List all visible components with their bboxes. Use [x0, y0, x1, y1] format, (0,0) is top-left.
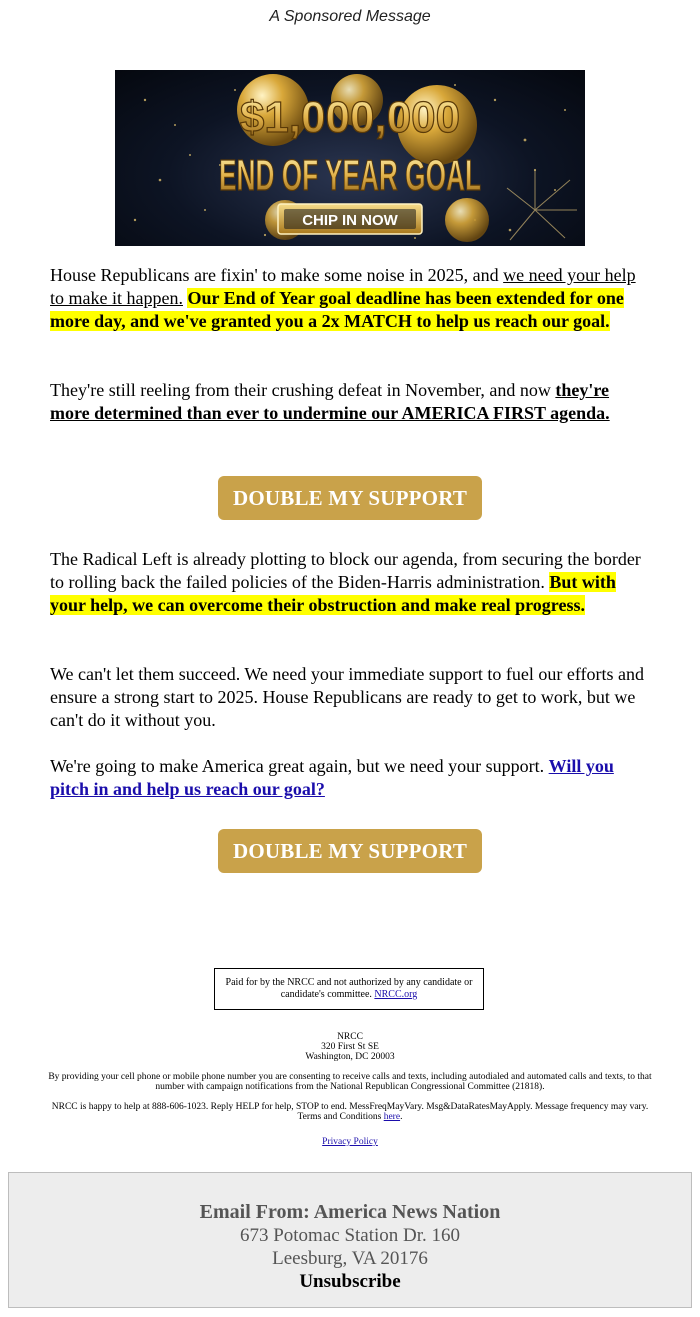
intro-highlighted-text: Our End of Year goal deadline has been extended for one more day, and we've granted you a 2x MATCH to help us reach our goal. — [50, 288, 624, 331]
succeed-text: We can't let them succeed. We need your immediate support to fuel our efforts and ensure a strong start to 2025. House Republicans are ready to get to work, but we can't do it without you. — [50, 664, 644, 730]
sms-consent-text: By providing your cell phone or mobile phone number you are consenting to receive calls and texts, including autodialed and automated calls and texts, to that number with campaign notifications from the National Republican Congressional Committee (21818). — [48, 1072, 652, 1092]
reeling-bold-underlined-text: they're more determined than ever to undermine our AMERICA FIRST agenda. — [50, 380, 610, 423]
paid-for-disclaimer — [214, 968, 484, 1010]
nrcc-org-link[interactable]: NRCC.org — [374, 989, 418, 1000]
maga-text: We're going to make America great again, but we need your support. — [50, 756, 549, 776]
firework-burst — [507, 170, 577, 240]
radical-left-highlighted-text: But with your help, we can overcome their obstruction and make real progress. — [50, 572, 616, 615]
mailing-address — [40, 1032, 660, 1062]
double-my-support-button-1[interactable]: DOUBLE MY SUPPORT — [218, 476, 482, 520]
paragraph-radical-left — [50, 548, 650, 617]
pitch-in-link[interactable]: Will you pitch in and help us reach our goal? — [50, 756, 614, 799]
banner-chip-in-label: CHIP IN NOW — [302, 212, 398, 229]
terms-here-link[interactable]: here — [383, 1112, 401, 1122]
address-city: Washington, DC 20003 — [305, 1052, 395, 1062]
end-of-year-goal-banner[interactable] — [115, 70, 585, 246]
help-text-end: . — [400, 1112, 403, 1122]
privacy-policy-link[interactable]: Privacy Policy — [322, 1137, 378, 1147]
radical-left-text: The Radical Left is already plotting to block our agenda, from securing the border to rolling back the failed policies of the Biden-Harris administration. — [50, 549, 641, 592]
unsubscribe-link[interactable]: Unsubscribe — [299, 1271, 401, 1292]
intro-underlined-text: we need your help to make it happen. — [50, 265, 636, 308]
sponsored-label: A Sponsored Message — [269, 8, 431, 25]
disclaimer-text: Paid for by the NRCC and not authorized by any candidate or candidate's committee. — [225, 977, 473, 1000]
double-my-support-button-2[interactable]: DOUBLE MY SUPPORT — [218, 829, 482, 873]
paragraph-intro — [50, 264, 650, 333]
help-text — [40, 1102, 660, 1122]
reeling-text: They're still reeling from their crushing defeat in November, and now — [50, 380, 556, 400]
address-street: 320 First St SE — [321, 1042, 379, 1052]
footer-city: Leesburg, VA 20176 — [272, 1248, 428, 1269]
banner-chip-in-button[interactable] — [278, 204, 422, 234]
help-text-body: NRCC is happy to help at 888-606-1023. Reply HELP for help, STOP to end. MessFreqMayVary. Msg&DataRatesMayApply. Message frequency may vary. Terms and Conditions — [51, 1102, 649, 1122]
intro-text: House Republicans are fixin' to make some noise in 2025, and — [50, 265, 504, 285]
paragraph-make-america-great — [50, 755, 650, 801]
paragraph-reeling — [50, 379, 650, 425]
email-footer — [8, 1172, 692, 1308]
footer-sender: Email From: America News Nation — [199, 1201, 501, 1223]
paragraph-succeed — [50, 663, 650, 732]
footer-street: 673 Potomac Station Dr. 160 — [239, 1225, 461, 1246]
privacy-policy-row — [40, 1137, 660, 1147]
address-org: NRCC — [337, 1032, 363, 1042]
banner-amount: $1,000,000 — [239, 93, 461, 142]
banner-goal-text: END OF YEAR GOAL — [219, 151, 481, 200]
